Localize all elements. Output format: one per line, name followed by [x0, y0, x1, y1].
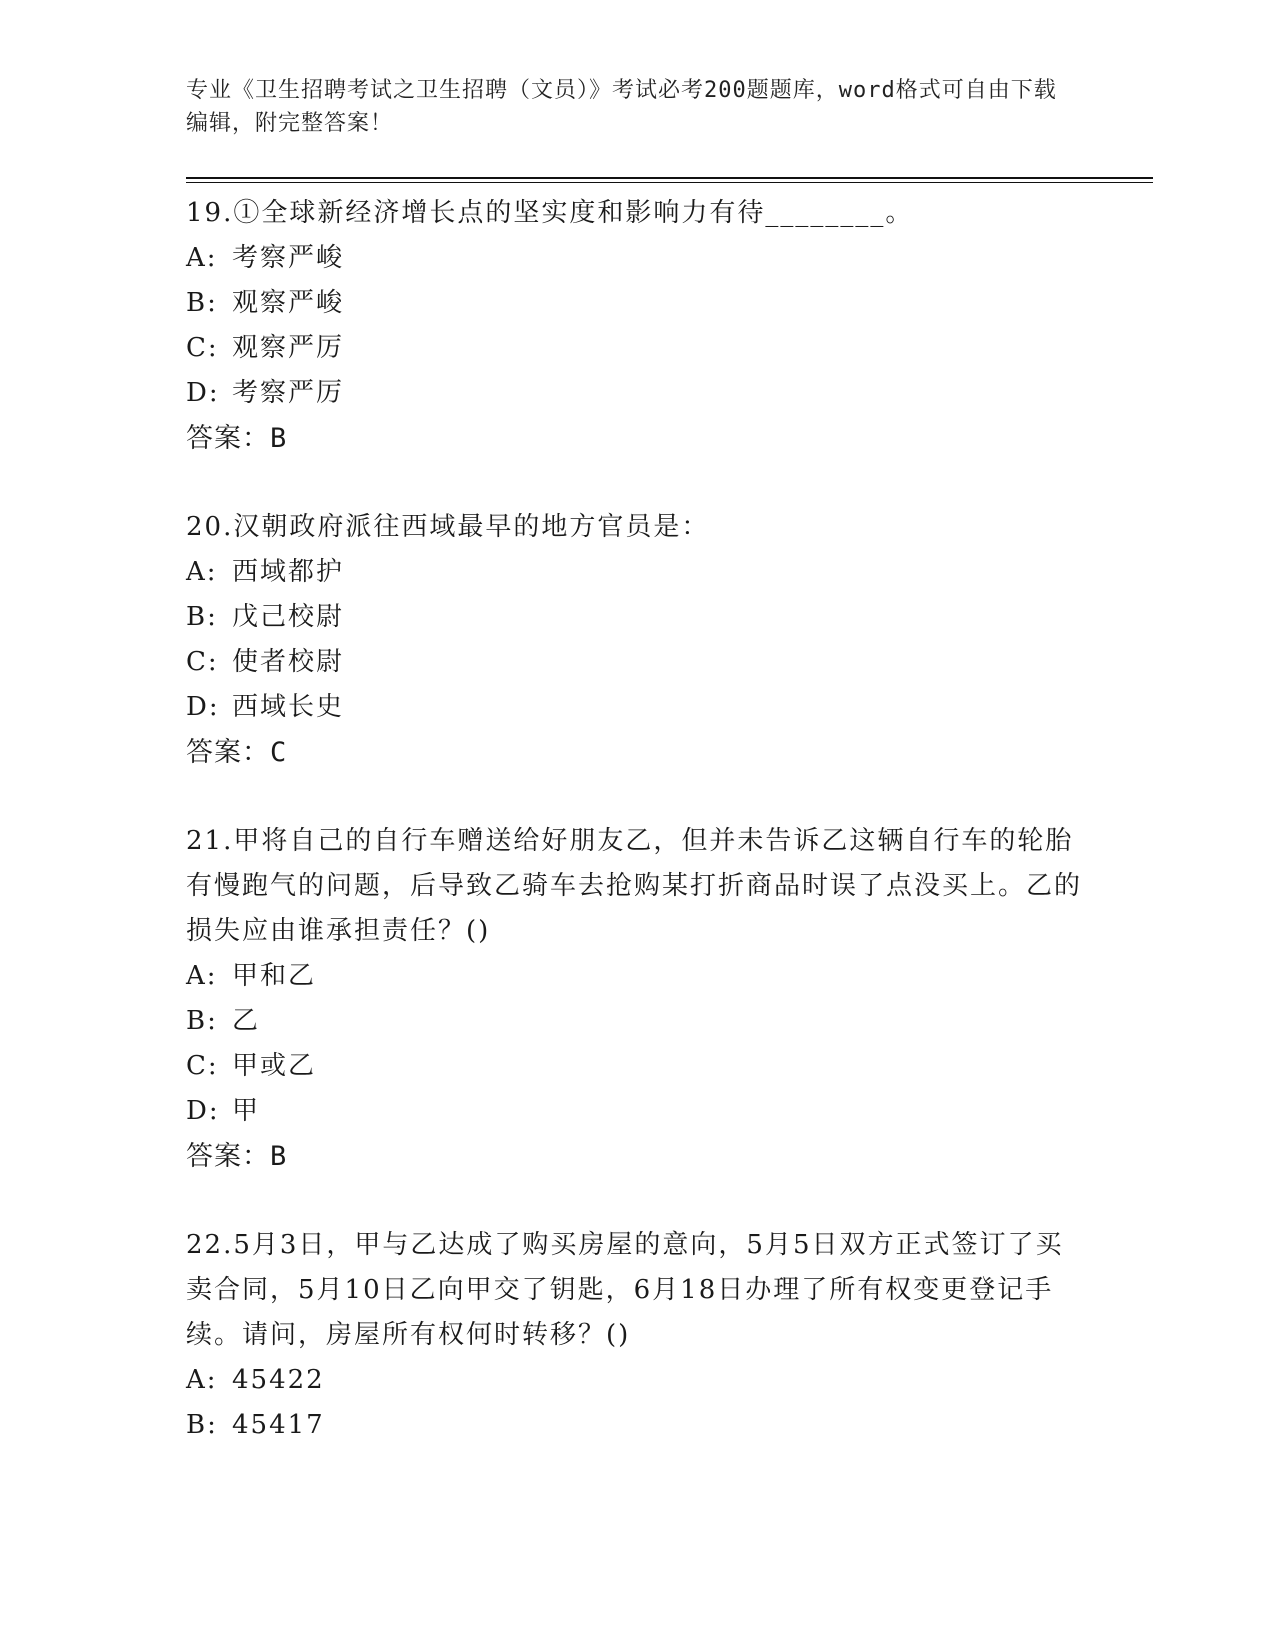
option-b	[186, 999, 1086, 1044]
question-stem: 21.甲将自己的自行车赠送给好朋友乙，但并未告诉乙这辆自行车的轮胎有慢跑气的问题，后导致乙骑车去抢购某打折商品时误了点没买上。乙的损失应由谁承担责任？()	[186, 826, 1083, 946]
option-text: 观察严厉	[232, 333, 345, 363]
option-d	[186, 685, 1086, 730]
option-text: 甲	[232, 1096, 261, 1126]
option-key: A:	[186, 557, 218, 587]
option-key: B:	[186, 288, 218, 318]
option-text: 甲或乙	[232, 1051, 317, 1081]
option-key: A:	[186, 243, 218, 273]
option-key: A:	[186, 961, 218, 991]
question-21	[186, 819, 1086, 1179]
option-text: 戊己校尉	[232, 602, 345, 632]
option-text: 西域长史	[232, 692, 345, 722]
question-19	[186, 191, 1086, 461]
option-key: C:	[186, 647, 219, 677]
option-text: 45417	[232, 1410, 325, 1440]
option-text: 甲和乙	[232, 961, 317, 991]
answer-line: 答案：B	[186, 423, 288, 454]
option-b	[186, 281, 1086, 326]
option-key: D:	[186, 1096, 220, 1126]
option-a	[186, 1358, 1086, 1403]
option-key: B:	[186, 602, 218, 632]
question-list	[186, 191, 1086, 1448]
answer-line: 答案：B	[186, 1141, 288, 1172]
option-a	[186, 236, 1086, 281]
option-key: D:	[186, 378, 220, 408]
header-divider-thin	[186, 182, 1153, 183]
option-key: C:	[186, 1051, 219, 1081]
option-c	[186, 326, 1086, 371]
header-divider-thick	[186, 177, 1153, 179]
question-20	[186, 505, 1086, 775]
option-d	[186, 371, 1086, 416]
document-header: 专业《卫生招聘考试之卫生招聘（文员）》考试必考200题题库，word格式可自由下载编辑，附完整答案！	[186, 78, 1057, 136]
option-b	[186, 595, 1086, 640]
question-stem: 22.5月3日，甲与乙达成了购买房屋的意向，5月5日双方正式签订了买卖合同，5月10日乙向甲交了钥匙，6月18日办理了所有权变更登记手续。请问，房屋所有权何时转移？()	[186, 1230, 1064, 1350]
option-key: D:	[186, 692, 220, 722]
option-key: A:	[186, 1365, 218, 1395]
option-text: 西域都护	[232, 557, 345, 587]
option-text: 考察严厉	[232, 378, 345, 408]
option-b	[186, 1403, 1086, 1448]
question-22	[186, 1223, 1086, 1448]
option-key: B:	[186, 1410, 218, 1440]
option-a	[186, 550, 1086, 595]
option-d	[186, 1089, 1086, 1134]
option-c	[186, 640, 1086, 685]
option-text: 考察严峻	[232, 243, 345, 273]
option-a	[186, 954, 1086, 999]
answer-line: 答案：C	[186, 737, 288, 768]
option-text: 使者校尉	[232, 647, 345, 677]
option-c	[186, 1044, 1086, 1089]
option-key: B:	[186, 1006, 218, 1036]
option-key: C:	[186, 333, 219, 363]
option-text: 乙	[232, 1006, 261, 1036]
question-stem: 19.①全球新经济增长点的坚实度和影响力有待________。	[186, 198, 914, 228]
question-stem: 20.汉朝政府派往西域最早的地方官员是：	[186, 512, 710, 542]
option-text: 45422	[232, 1365, 325, 1395]
option-text: 观察严峻	[232, 288, 345, 318]
